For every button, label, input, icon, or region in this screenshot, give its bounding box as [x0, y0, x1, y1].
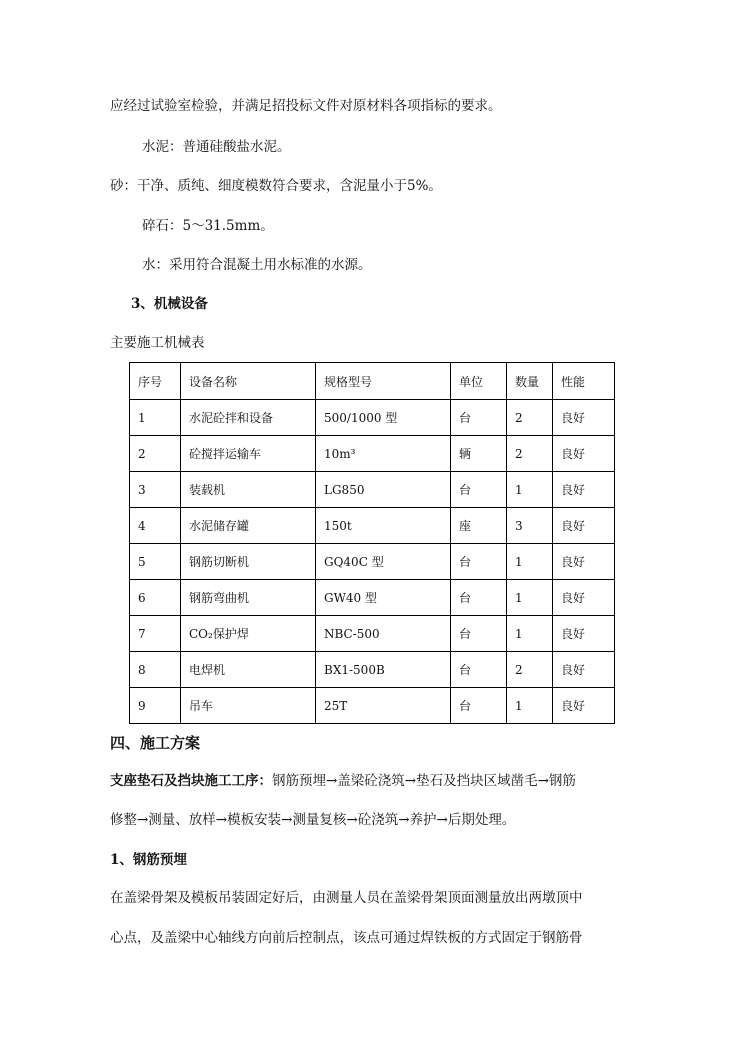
rebar-text-line-2: 心点，及盖梁中心轴线方向前后控制点，该点可通过焊铁板的方式固定于钢筋骨 — [110, 930, 583, 946]
rebar-text-line-1: 在盖梁骨架及模板吊装固定好后，由测量人员在盖梁骨架顶面测量放出两墩顶中 — [110, 890, 583, 906]
cell-qty: 1 — [507, 580, 553, 616]
cell-seq: 9 — [130, 688, 181, 724]
cell-model: BX1-500B — [316, 652, 451, 688]
cell-model: 10m³ — [316, 436, 451, 472]
table-row — [130, 472, 615, 508]
cell-condition: 良好 — [553, 508, 615, 544]
cell-unit: 台 — [451, 616, 507, 652]
table-row — [130, 580, 615, 616]
cell-unit: 辆 — [451, 436, 507, 472]
cell-qty: 1 — [507, 544, 553, 580]
cell-condition: 良好 — [553, 616, 615, 652]
water-text: 水：采用符合混凝土用水标准的水源。 — [142, 257, 372, 273]
cell-model: NBC-500 — [316, 616, 451, 652]
cell-seq: 1 — [130, 400, 181, 436]
cell-unit: 台 — [451, 472, 507, 508]
procedure-line-2: 修整→测量、放样→模板安装→测量复核→砼浇筑→养护→后期处理。 — [110, 812, 516, 828]
header-seq: 序号 — [130, 363, 181, 400]
cell-model: GQ40C 型 — [316, 544, 451, 580]
cell-condition: 良好 — [553, 652, 615, 688]
cell-unit: 座 — [451, 508, 507, 544]
cell-condition: 良好 — [553, 544, 615, 580]
cell-model: GW40 型 — [316, 580, 451, 616]
cell-condition: 良好 — [553, 688, 615, 724]
procedure-line-1 — [110, 771, 576, 791]
cell-seq: 8 — [130, 652, 181, 688]
subsection-1-heading: 1、钢筋预埋 — [110, 852, 187, 868]
cell-name: 水泥储存罐 — [181, 508, 316, 544]
cell-qty: 3 — [507, 508, 553, 544]
table-row — [130, 616, 615, 652]
table-row — [130, 544, 615, 580]
cement-text: 水泥：普通硅酸盐水泥。 — [142, 139, 291, 155]
cell-condition: 良好 — [553, 472, 615, 508]
section-3-heading: 3、机械设备 — [131, 296, 208, 312]
cell-name: 钢筋弯曲机 — [181, 580, 316, 616]
gravel-text: 碎石：5～31.5mm。 — [142, 218, 274, 234]
cell-qty: 1 — [507, 616, 553, 652]
cell-seq: 2 — [130, 436, 181, 472]
cell-qty: 2 — [507, 436, 553, 472]
cell-unit: 台 — [451, 400, 507, 436]
cell-name: 吊车 — [181, 688, 316, 724]
cell-name: 水泥砼拌和设备 — [181, 400, 316, 436]
header-model: 规格型号 — [316, 363, 451, 400]
table-row — [130, 436, 615, 472]
cell-name: 钢筋切断机 — [181, 544, 316, 580]
table-row — [130, 688, 615, 724]
cell-unit: 台 — [451, 688, 507, 724]
cell-model: 25T — [316, 688, 451, 724]
cell-name: 电焊机 — [181, 652, 316, 688]
cell-unit: 台 — [451, 544, 507, 580]
section-4-heading: 四、施工方案 — [110, 734, 201, 752]
cell-name: CO₂保护焊 — [181, 616, 316, 652]
cell-name: 砼搅拌运输车 — [181, 436, 316, 472]
cell-condition: 良好 — [553, 436, 615, 472]
equipment-table — [129, 362, 615, 724]
table-caption: 主要施工机械表 — [110, 335, 205, 351]
table-row — [130, 400, 615, 436]
table-header-row — [130, 363, 615, 400]
cell-condition: 良好 — [553, 400, 615, 436]
header-name: 设备名称 — [181, 363, 316, 400]
cell-condition: 良好 — [553, 580, 615, 616]
procedure-label: 支座垫石及挡块施工工序： — [110, 773, 272, 789]
header-qty: 数量 — [507, 363, 553, 400]
cell-seq: 6 — [130, 580, 181, 616]
cell-unit: 台 — [451, 652, 507, 688]
cell-seq: 3 — [130, 472, 181, 508]
header-unit: 单位 — [451, 363, 507, 400]
cell-name: 装载机 — [181, 472, 316, 508]
cell-unit: 台 — [451, 580, 507, 616]
cell-qty: 1 — [507, 472, 553, 508]
table-row — [130, 508, 615, 544]
cell-model: 150t — [316, 508, 451, 544]
cell-qty: 2 — [507, 400, 553, 436]
cell-seq: 4 — [130, 508, 181, 544]
cell-model: LG850 — [316, 472, 451, 508]
header-condition: 性能 — [553, 363, 615, 400]
cell-qty: 2 — [507, 652, 553, 688]
procedure-steps-1: 钢筋预埋→盖梁砼浇筑→垫石及挡块区域凿毛→钢筋 — [272, 773, 576, 789]
cell-seq: 5 — [130, 544, 181, 580]
material-requirement-text: 应经过试验室检验，并满足招投标文件对原材料各项指标的要求。 — [110, 98, 502, 114]
cell-model: 500/1000 型 — [316, 400, 451, 436]
table-row — [130, 652, 615, 688]
cell-seq: 7 — [130, 616, 181, 652]
cell-qty: 1 — [507, 688, 553, 724]
sand-text: 砂：干净、质纯、细度模数符合要求，含泥量小于5%。 — [110, 178, 442, 194]
